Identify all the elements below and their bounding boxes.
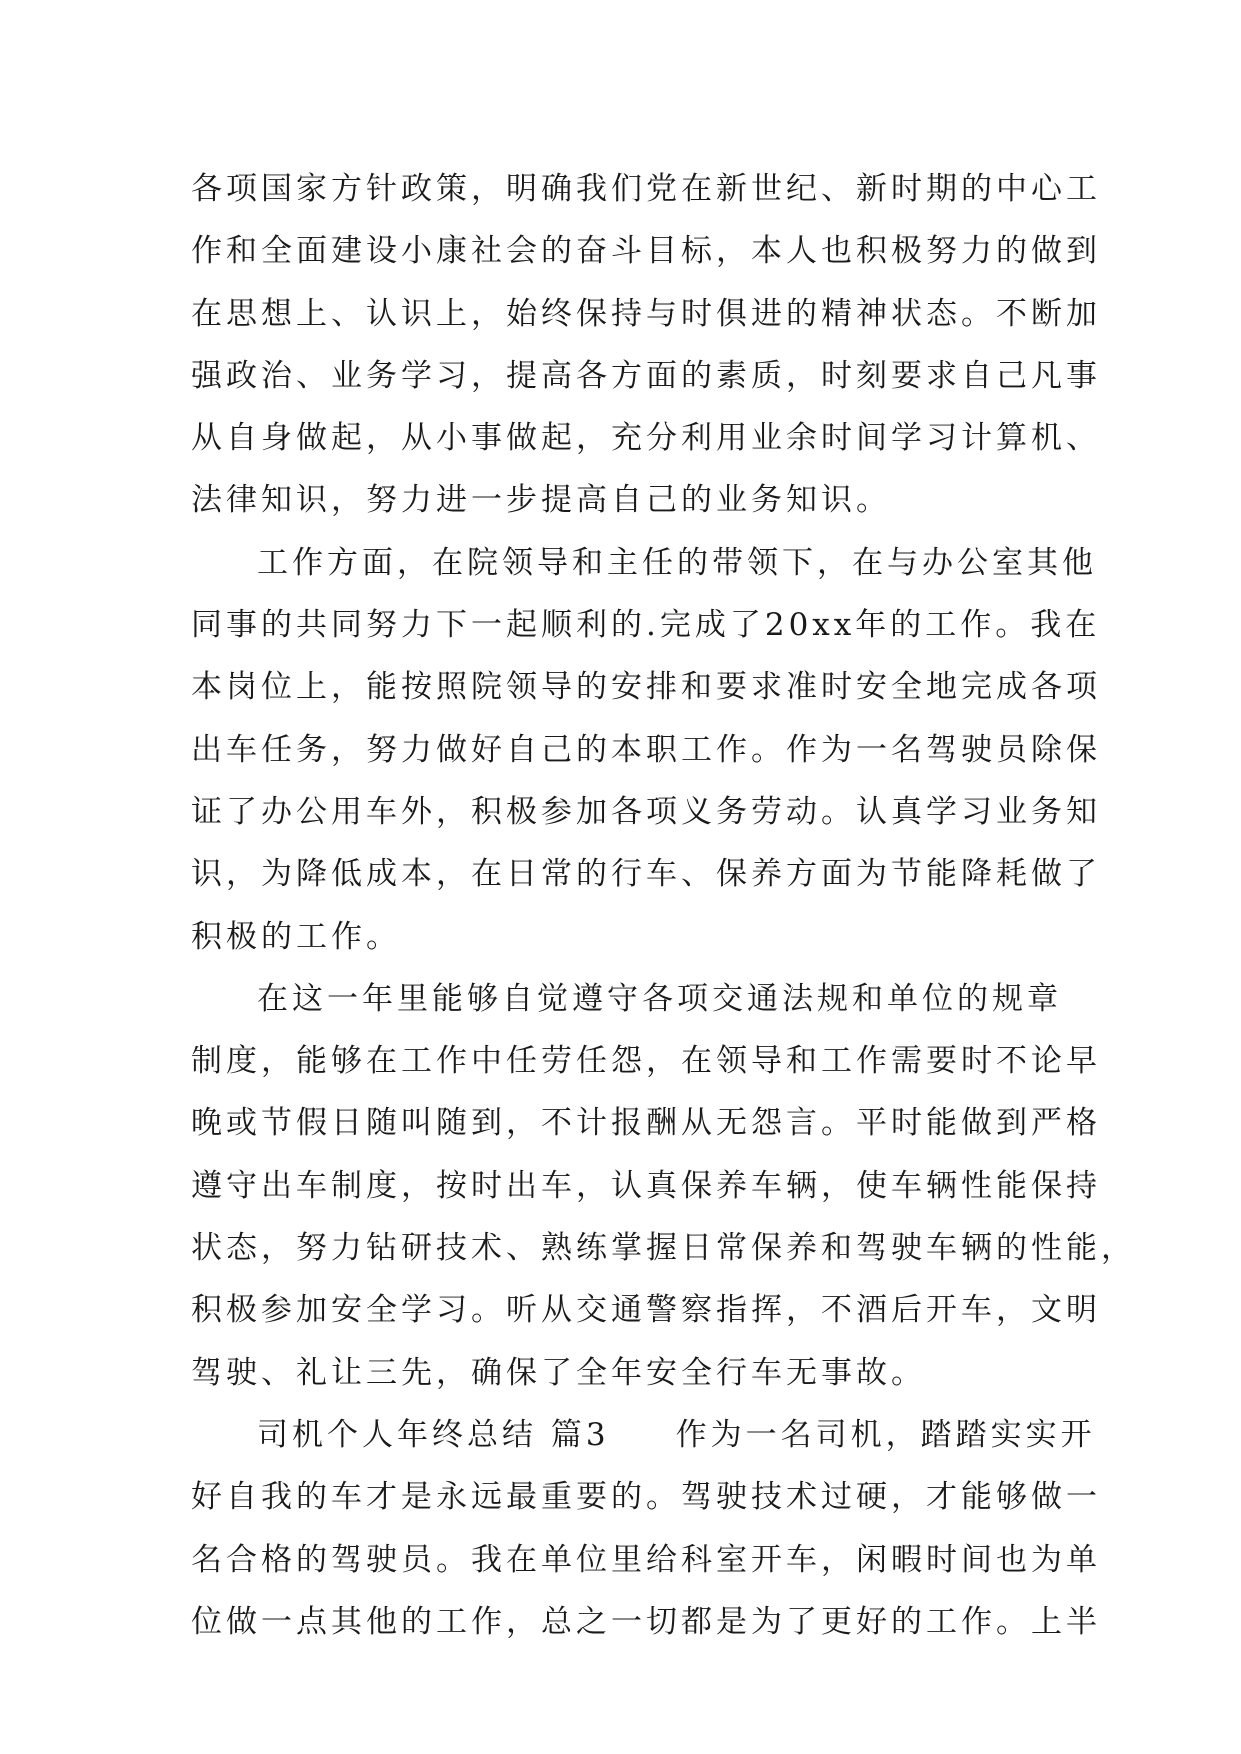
section-heading: 司机个人年终总结 篇3 <box>257 1416 610 1453</box>
text-line <box>191 1404 1096 1466</box>
text-line: 名合格的驾驶员。我在单位里给科室开车，闲暇时间也为单 <box>191 1541 1101 1578</box>
text-line: 驾驶、礼让三先，确保了全年安全行车无事故。 <box>191 1354 926 1391</box>
paragraph <box>191 158 1101 532</box>
paragraph <box>191 532 1101 968</box>
text-line: 遵守出车制度，按时出车，认真保养车辆，使车辆性能保持 <box>191 1167 1101 1204</box>
text-line: 强政治、业务学习，提高各方面的素质，时刻要求自己凡事 <box>191 357 1101 394</box>
document-body <box>191 158 1136 1653</box>
text-line: 各项国家方针政策，明确我们党在新世纪、新时期的中心工 <box>191 171 1101 207</box>
text-line: 积极的工作。 <box>191 918 401 955</box>
text-span: 作为一名司机，踏踏实实开 <box>675 1416 1096 1453</box>
text-line: 位做一点其他的工作，总之一切都是为了更好的工作。上半 <box>191 1603 1101 1640</box>
text-line: 出车任务，努力做好自己的本职工作。作为一名驾驶员除保 <box>191 731 1101 768</box>
text-line: 同事的共同努力下一起顺利的.完成了20xx年的工作。我在 <box>191 607 1101 644</box>
text-line: 法律知识，努力进一步提高自己的业务知识。 <box>191 482 891 519</box>
text-line: 在思想上、认识上，始终保持与时俱进的精神状态。不断加 <box>191 295 1101 332</box>
text-line: 工作方面，在院领导和主任的带领下，在与办公室其他 <box>257 544 1097 581</box>
text-line: 识，为降低成本，在日常的行车、保养方面为节能降耗做了 <box>191 856 1101 893</box>
text-line: 积极参加安全学习。听从交通警察指挥，不酒后开车，文明 <box>191 1292 1101 1329</box>
text-line: 作和全面建设小康社会的奋斗目标，本人也积极努力的做到 <box>191 233 1101 270</box>
paragraph <box>191 968 1136 1404</box>
text-line: 在这一年里能够自觉遵守各项交通法规和单位的规章 <box>257 980 1062 1017</box>
text-line: 状态，努力钻研技术、熟练掌握日常保养和驾驶车辆的性能， <box>191 1230 1136 1267</box>
text-line: 制度，能够在工作中任劳任怨，在领导和工作需要时不论早 <box>191 1043 1101 1080</box>
text-line: 晚或节假日随叫随到，不计报酬从无怨言。平时能做到严格 <box>191 1105 1101 1142</box>
text-line: 好自我的车才是永远最重要的。驾驶技术过硬，才能够做一 <box>191 1479 1101 1516</box>
text-line: 从自身做起，从小事做起，充分利用业余时间学习计算机、 <box>191 420 1101 457</box>
paragraph <box>191 1404 1101 1653</box>
text-line: 本岗位上，能按照院领导的安排和要求准时安全地完成各项 <box>191 669 1101 706</box>
text-line: 证了办公用车外，积极参加各项义务劳动。认真学习业务知 <box>191 793 1101 830</box>
